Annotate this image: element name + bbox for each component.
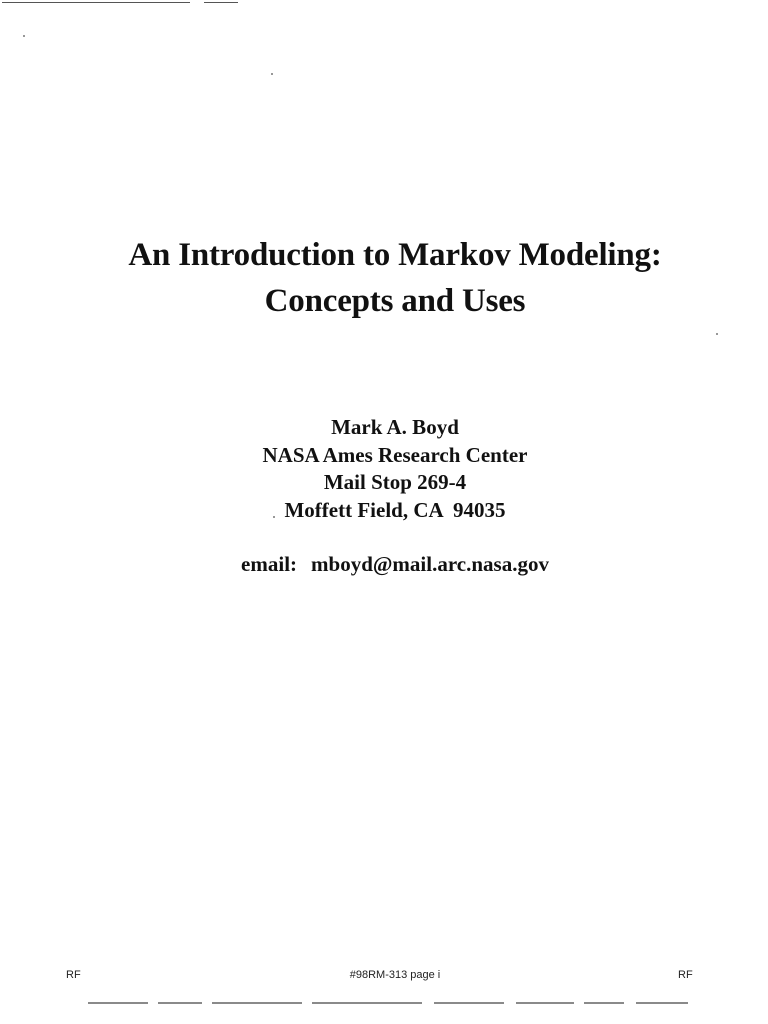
- scan-artifact-line: [204, 2, 238, 3]
- email-address: mboyd@mail.arc.nasa.gov: [311, 552, 549, 576]
- scan-artifact-speck: [23, 35, 25, 37]
- author-location: Moffett Field, CA 94035: [284, 497, 506, 522]
- scan-artifact-speck: [716, 333, 718, 335]
- document-title: [0, 232, 768, 324]
- cutoff-text-line: [88, 998, 688, 1010]
- email-label: email:: [241, 552, 298, 576]
- author-block: [0, 414, 768, 524]
- footer-right-mark: RF: [678, 969, 693, 981]
- title-line-1: An Introduction to Markov Modeling:: [128, 237, 662, 273]
- footer-page-number: #98RM-313 page i: [349, 969, 441, 981]
- author-organization: NASA Ames Research Center: [262, 442, 528, 467]
- author-name: Mark A. Boyd: [331, 415, 459, 439]
- author-mail-stop: Mail Stop 269-4: [323, 470, 467, 494]
- footer-left-mark: RF: [66, 969, 81, 981]
- scan-artifact-speck: [271, 73, 273, 75]
- scan-artifact-line: [2, 2, 190, 3]
- email-line: [0, 551, 768, 578]
- title-line-2: Concepts and Uses: [264, 283, 526, 319]
